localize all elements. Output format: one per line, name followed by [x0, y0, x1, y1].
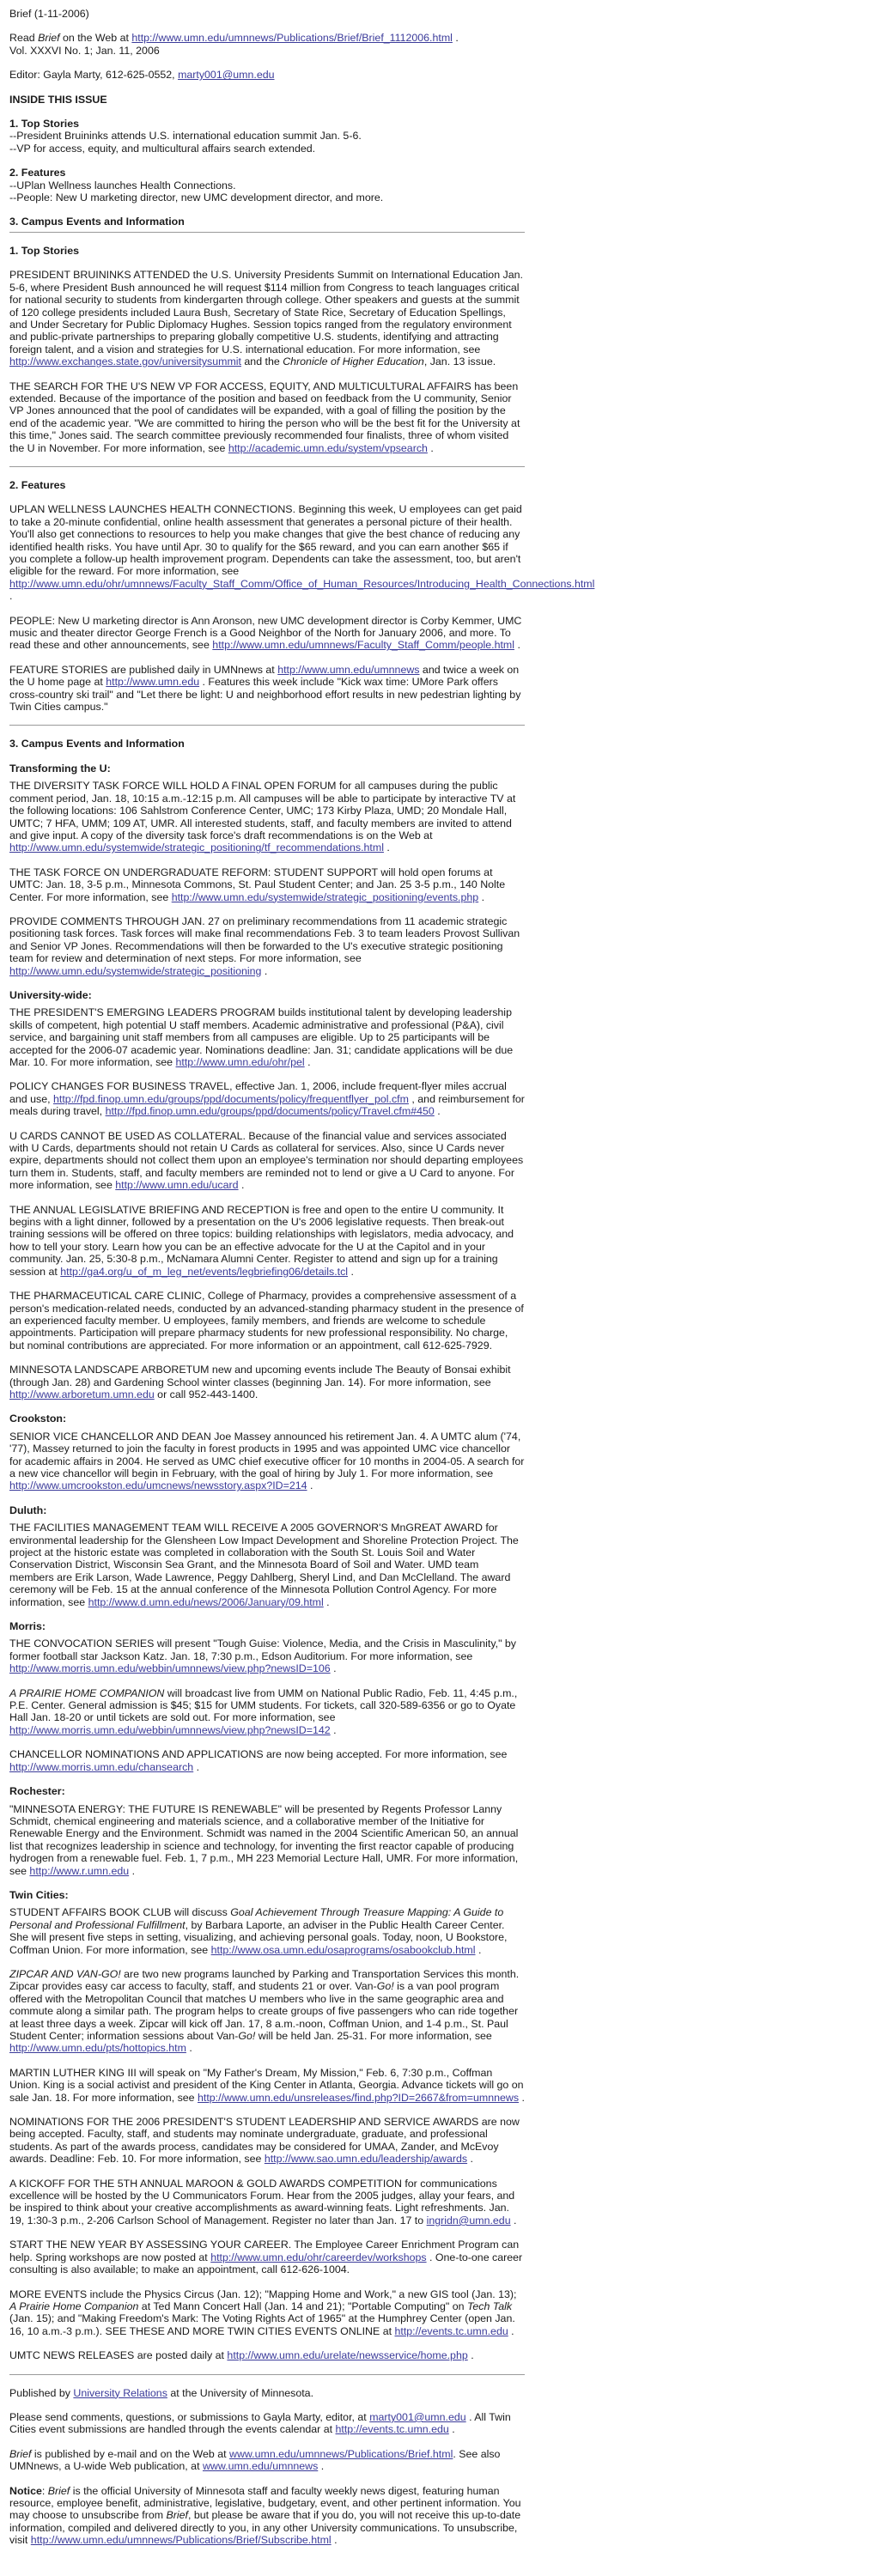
umnnews-footer-link[interactable]: www.umn.edu/umnnews	[202, 2460, 319, 2473]
newsletter-title: Brief (1-11-2006)	[9, 8, 89, 20]
story-health-connections: UPLAN WELLNESS LAUNCHES HEALTH CONNECTIONS. Beginning this week, U employees can get paid to take a 20-minute confidential, online health assessment that generates a personal picture of their health. You'll also get connections to resources to help you make changes that give the best chance of reducing any identified health risks. You have until Apr. 30 to qualify for the $65 reward, and you can earn another $65 if you complete a follow-up health improvement program. Dependents can take the assessment, too, but aren't eligible for the reward. For more information, see http://www.umn.edu/ohr/umnnews/Faculty_Staff_Comm/Office_of_Human_Resources/Introducing_Health_Connections.html .	[9, 503, 595, 603]
university-wide-heading: University-wide:	[9, 988, 92, 1001]
story-legislative-briefing: THE ANNUAL LEGISLATIVE BRIEFING AND RECEPTION is free and open to the entire U community. It begins with a light dinner, followed by a presentation on the U's 2006 legislative requests. Then break-out training sessions will be offered on three topics: building relationships with legislators, media advocacy, and how to tell your story. Learn how you can be an effective advocate for the U at the Capitol and in your community. Jan. 25, 5:30-8 p.m., McNamara Alumni Center. Register to attend and sign up for a training session at http://ga4.org/u_of_m_leg_net/events/legbriefing06/details.tcl .	[9, 1203, 514, 1278]
story-u-cards: U CARDS CANNOT BE USED AS COLLATERAL. Because of the financial value and services associated with U Cards, departments should not retain U Cards as collateral for services. Also, since U Cards never expire, departments should not collect them upon an employee's termination nor should departing employees turn them in. Students, staff, and faculty members are reminded not to lend or give a U Card to anyone. For more information, see http://www.umn.edu/ucard .	[9, 1129, 524, 1192]
ingridn-email-link[interactable]: ingridn@umn.edu	[426, 2214, 511, 2227]
health-connections-link[interactable]: http://www.umn.edu/ohr/umnnews/Faculty_Staff_Comm/Office_of_Human_Resources/Introducing_Health_Connections.html	[9, 577, 595, 590]
duluth-heading: Duluth:	[9, 1504, 47, 1516]
story-people: PEOPLE: New U marketing director is Ann Aronson, new UMC development director is Corby Kemmer, UMC music and theater director George French is a Good Neighbor of the North for January 2006, and more. To read these and other announcements, see http://www.umn.edu/umnnews/Faculty_Staff_Comm/people.html .	[9, 614, 522, 652]
story-career: START THE NEW YEAR BY ASSESSING YOUR CAREER. The Employee Career Enrichment Program can help. Spring workshops are now posted at http://www.umn.edu/ohr/careerdev/workshops . One-to-one career consulting is also available; to make an appointment, call 612-626-1004.	[9, 2239, 523, 2276]
story-news-releases: UMTC NEWS RELEASES are posted daily at http://www.umn.edu/urelate/newsservice/home.php .	[9, 2349, 474, 2362]
published-by: Published by University Relations at the University of Minnesota.	[9, 2386, 314, 2399]
story-leadership-awards: NOMINATIONS FOR THE 2006 PRESIDENT'S STUDENT LEADERSHIP AND SERVICE AWARDS are now being accepted. Faculty, staff, and students may nominate undergraduate, graduate, and professional students. As part of the awards process, candidates may be considered for UMAA, Zander, and McEvoy awards. Deadline: Feb. 10. For more information, see http://www.sao.umn.edu/leadership/awards .	[9, 2116, 520, 2166]
frequentflyer-link[interactable]: http://fpd.finop.umn.edu/groups/ppd/documents/policy/frequentflyer_pol.cfm	[52, 1092, 409, 1105]
brief-publication-link[interactable]: www.umn.edu/umnnews/Publications/Brief.html	[229, 2447, 453, 2460]
arboretum-link[interactable]: http://www.arboretum.umn.edu	[9, 1388, 155, 1400]
story-chancellor-search: CHANCELLOR NOMINATIONS AND APPLICATIONS are now being accepted. For more information, see http://www.morris.umn.edu/chansearch .	[9, 1748, 508, 1773]
unsubscribe-notice: Notice: Brief is the official University of Minnesota staff and faculty weekly news digest, featuring human resource, employee benefit, administrative, legislative, budgetary, event, and other pertinent information. You may choose to unsubscribe from Brief, but please be aware that if you do, you will not receive this up-to-date information, compiled and delivered directly to you, in any other University communications. To unsubscribe, visit http://www.umn.edu/umnnews/Publications/Brief/Subscribe.html .	[9, 2484, 521, 2547]
tf-recommendations-link[interactable]: http://www.umn.edu/systemwide/strategic_positioning/tf_recommendations.html	[9, 841, 384, 854]
toc-item: --President Bruininks attends U.S. international education summit Jan. 5-6.	[9, 130, 362, 143]
editor-line: Editor: Gayla Marty, 612-625-0552, marty001@umn.edu	[9, 69, 275, 82]
story-diversity-forum: THE DIVERSITY TASK FORCE WILL HOLD A FINAL OPEN FORUM for all campuses during the public comment period, Jan. 18, 10:15 a.m.-12:15 p.m. All campuses will be able to participate by interactive TV at the following locations: 106 Sahlstrom Conference Center, UMC; 173 Kirby Plaza, UMD; 20 Mondale Hall, UMTC; 7 HFA, UMM; 109 AT, UMR. All interested students, staff, and faculty members are invited to attend and give input. A copy of the diversity task force's draft recommendations is on the Web at http://www.umn.edu/systemwide/strategic_positioning/tf_recommendations.html .	[9, 780, 516, 854]
summit-link[interactable]: http://www.exchanges.state.gov/universitysummit	[9, 355, 241, 368]
story-convocation: THE CONVOCATION SERIES will present "Tough Guise: Violence, Media, and the Crisis in Masculinity," by former football star Jackson Katz. Jan. 18, 7:30 p.m., Edson Auditorium. For more information, see http://www.morris.umn.edu/webbin/umnnews/view.php?newsID=106 .	[9, 1637, 516, 1675]
story-maroon-gold: A KICKOFF FOR THE 5TH ANNUAL MAROON & GOLD AWARDS COMPETITION for communications excellence will be hosted by the U Communicators Forum. Hear from the 2005 judges, allay your fears, and be inspired to think about your creative accomplishments as award-winning feats. Light refreshments. Jan. 19, 1:30-3 p.m., 2-206 Carlson School of Management. Register no later than Jan. 17 to ingridn@umn.edu .	[9, 2177, 517, 2227]
story-mlk: MARTIN LUTHER KING III will speak on "My Father's Dream, My Mission," Feb. 6, 7:30 p.m., Coffman Union. King is a social activist and president of the King Center in Atlanta, Georgia. Advance tickets will go on sale Jan. 18. For more information, see http://www.umn.edu/unsreleases/find.php?ID=2667&from=umnnews .	[9, 2066, 525, 2104]
chansearch-link[interactable]: http://www.morris.umn.edu/chansearch	[9, 1760, 194, 1773]
story-summit: PRESIDENT BRUININKS ATTENDED the U.S. University Presidents Summit on International Education Jan. 5-6, where President Bush announced he will request $114 million from Congress to teach languages critical for national security to students from kindergarten through college. Other speakers and guests at the summit of 120 college presidents included Laura Bush, Secretary of State Rice, Secretary of Education Spellings, and Under Secretary for Public Diplomacy Hughes. Session topics ranged from the regulatory environment and public-private partnerships to preparing globally competitive U.S. students, identifying and attracting foreign talent, and a vision and strategies for U.S. international education. For more information, see http://www.exchanges.state.gov/universitysummit and the Chronicle of Higher Education, Jan. 13 issue.	[9, 269, 523, 368]
editor-email-footer-link[interactable]: marty001@umn.edu	[369, 2410, 466, 2423]
read-on-web-line: Read Brief on the Web at http://www.umn.edu/umnnews/Publications/Brief/Brief_1112006.html .	[9, 32, 459, 45]
vpsearch-link[interactable]: http://academic.umn.edu/system/vpsearch	[228, 441, 428, 454]
strategic-positioning-link[interactable]: http://www.umn.edu/systemwide/strategic_positioning	[9, 964, 262, 977]
legbriefing-link[interactable]: http://ga4.org/u_of_m_leg_net/events/legbriefing06/details.tcl	[60, 1265, 349, 1278]
story-renewable-energy: "MINNESOTA ENERGY: THE FUTURE IS RENEWABLE" will be presented by Regents Professor Lanny Schmidt, chemical engineering and materials science, and a collaborative member of the Initiative for Renewable Energy and the Environment. Schmidt was named in the 2004 Scientific American 50, an annual list that recognizes leadership in science and technology, for inventing the first reactor capable of producing hydrogen from a renewable fuel. Feb. 1, 7 p.m., MH 223 Memorial Lecture Hall, UMR. For more information, see http://www.r.umn.edu .	[9, 1802, 519, 1877]
story-zipcar: ZIPCAR AND VAN-GO! are two new programs launched by Parking and Transportation Services this month. Zipcar provides easy car access to faculty, staff, and students 21 or over. Van-Go! is a van pool program offered with the Metropolitan Council that matches U members who live in the same geographic area and commute along a similar path. The program helps to create groups of five passengers who can ride together at least three days a week. Zipcar will kick off Jan. 17, 8 a.m.-noon, Coffman Union, and 1-4 p.m., St. Paul Student Center; information sessions about Van-Go! will be held Jan. 25-31. For more information, see http://www.umn.edu/pts/hottopics.htm .	[9, 1967, 520, 2055]
travel-policy-link[interactable]: http://fpd.finop.umn.edu/groups/ppd/documents/policy/Travel.cfm#450	[105, 1105, 435, 1118]
umnnews-link[interactable]: http://www.umn.edu/umnnews	[277, 663, 420, 676]
sp-events-link[interactable]: http://www.umn.edu/systemwide/strategic_positioning/events.php	[171, 890, 479, 903]
toc-features-title: 2. Features	[9, 167, 66, 179]
divider	[9, 232, 525, 233]
newsservice-link[interactable]: http://www.umn.edu/urelate/newsservice/home.php	[227, 2349, 468, 2362]
divider	[9, 2374, 525, 2375]
pel-link[interactable]: http://www.umn.edu/ohr/pel	[175, 1056, 305, 1068]
sao-awards-link[interactable]: http://www.sao.umn.edu/leadership/awards	[264, 2153, 468, 2166]
campus-events-heading: 3. Campus Events and Information	[9, 738, 185, 750]
story-pharmaceutical-clinic: THE PHARMACEUTICAL CARE CLINIC, College of Pharmacy, provides a comprehensive assessment of a person's medication-related needs, conducted by an advanced-standing pharmacy student in the presence of an experienced faculty member. U employees, family members, and friends are welcome to schedule appointments. Participation will prepare pharmacy students for new professional responsibility. No charge, but nominal contributions are appreciated. For more information or an appointment, call 612-625-7929.	[9, 1290, 524, 1352]
university-relations-link[interactable]: University Relations	[73, 2386, 167, 2399]
umn-home-link[interactable]: http://www.umn.edu	[106, 676, 200, 689]
transforming-heading: Transforming the U:	[9, 762, 111, 775]
story-prairie-home: A PRAIRIE HOME COMPANION will broadcast live from UMM on National Public Radio, Feb. 11, 4:45 p.m., P.E. Center. General admission is $45; $15 for UMM students. For tickets, call 320-589-6356 or go to Oyate Hall Jan. 18-20 or until tickets are sold out. For more information, see http://www.morris.umn.edu/webbin/umnnews/view.php?newsID=142 .	[9, 1686, 518, 1736]
rochester-heading: Rochester:	[9, 1785, 65, 1798]
toc-item: --UPlan Wellness launches Health Connections.	[9, 179, 236, 191]
ucard-link[interactable]: http://www.umn.edu/ucard	[115, 1179, 239, 1192]
top-stories-heading: 1. Top Stories	[9, 244, 80, 257]
events-footer-link[interactable]: http://events.tc.umn.edu	[335, 2423, 449, 2436]
features-heading: 2. Features	[9, 478, 66, 491]
story-mngreat-award: THE FACILITIES MANAGEMENT TEAM WILL RECEIVE A 2005 GOVERNOR'S MnGREAT AWARD for environmental leadership for the Glensheen Low Impact Development and Shoreline Protection Project. The project at the historic estate was completed in collaboration with the South St. Louis Soil and Water Conservation District, Wisconsin Sea Grant, and the Minnesota Board of Soil and Water. UMD team members are Erik Larson, Wade Lawrence, Peggy Dahlberg, Sheryl Lind, and Dan McClelland. The award ceremony will be Feb. 15 at the annual conference of the Minnesota Pollution Control Agency. For more information, see http://www.d.umn.edu/news/2006/January/09.html .	[9, 1522, 519, 1608]
story-emerging-leaders: THE PRESIDENT'S EMERGING LEADERS PROGRAM builds institutional talent by developing leadership skills of competent, high potential U staff members. Academic administrative and professional (P&A), civil service, and bargaining unit staff members from all campuses are eligible. Up to 25 participants will be accepted for the 2006-07 academic year. Nominations deadline: Jan. 31; candidate applications will be due Mar. 10. For more information, see http://www.umn.edu/ohr/pel .	[9, 1006, 514, 1068]
toc-item: --People: New U marketing director, new UMC development director, and more.	[9, 191, 384, 204]
brief-web-link[interactable]: http://www.umn.edu/umnnews/Publications/Brief/Brief_1112006.html	[131, 32, 453, 45]
umm-news106-link[interactable]: http://www.morris.umn.edu/webbin/umnnews/view.php?newsID=106	[9, 1662, 331, 1675]
comments-note: Please send comments, questions, or submissions to Gayla Marty, editor, at marty001@umn.edu . All Twin Cities event submissions are handled through the events calendar at http://events.tc.umn.edu .	[9, 2410, 511, 2436]
inside-this-issue-heading: INSIDE THIS ISSUE	[9, 93, 107, 106]
subscribe-link[interactable]: http://www.umn.edu/umnnews/Publications/Brief/Subscribe.html	[30, 2534, 332, 2547]
header-meta	[9, 32, 525, 57]
morris-heading: Morris:	[9, 1620, 46, 1633]
osa-bookclub-link[interactable]: http://www.osa.umn.edu/osaprograms/osabookclub.html	[210, 1943, 476, 1956]
career-workshops-link[interactable]: http://www.umn.edu/ohr/careerdev/workshops	[210, 2251, 427, 2263]
uns-release-link[interactable]: http://www.umn.edu/unsreleases/find.php?ID=2667&from=umnnews	[198, 2091, 520, 2104]
story-undergrad-reform: THE TASK FORCE ON UNDERGRADUATE REFORM: STUDENT SUPPORT will hold open forums at UMTC: Jan. 18, 3-5 p.m., Minnesota Commons, St. Paul Student Center; and Jan. 25 3-5 p.m., 140 Nolte Center. For more information, see http://www.umn.edu/systemwide/strategic_positioning/events.php .	[9, 866, 506, 903]
pts-hottopics-link[interactable]: http://www.umn.edu/pts/hottopics.htm	[9, 2042, 186, 2055]
story-vp-search: THE SEARCH FOR THE U'S NEW VP FOR ACCESS, EQUITY, AND MULTICULTURAL AFFAIRS has been extended. Because of the importance of the position and based on feedback from the U community, Senior VP Jones announced that the pool of candidates will be expanded, with a goal of filling the position by the end of the academic year. "We are committed to hiring the person who will be the best fit for the University at this time," Jones said. The search committee previously recommended four finalists, three of whom visited the U in November. For more information, see http://academic.umn.edu/system/vpsearch .	[9, 380, 520, 454]
editor-email-link[interactable]: marty001@umn.edu	[178, 69, 275, 82]
twin-cities-heading: Twin Cities:	[9, 1888, 69, 1901]
story-business-travel: POLICY CHANGES FOR BUSINESS TRAVEL, effective Jan. 1, 2006, include frequent-flyer miles accrual and use, http://fpd.finop.umn.edu/groups/ppd/documents/policy/frequentflyer_pol.cfm , and reimbursement for meals during travel, http://fpd.finop.umn.edu/groups/ppd/documents/policy/Travel.cfm#450 .	[9, 1080, 525, 1118]
toc-section-2	[9, 167, 525, 204]
toc-item: --VP for access, equity, and multicultural affairs search extended.	[9, 142, 316, 155]
umr-link[interactable]: http://www.r.umn.edu	[29, 1864, 130, 1877]
story-massey-retirement: SENIOR VICE CHANCELLOR AND DEAN Joe Massey announced his retirement Jan. 4. A UMTC alum ('74, '77), Massey returned to join the faculty in forest products in 1995 and was appointed UMC vice chancellor for academic affairs in 2004. He served as UMC chief executive officer for 10 months in 2004-05. A search for a new vice chancellor will begin in February, with the goal of hiring by July 1. For more information, see http://www.umcrookston.edu/umcnews/newsstory.aspx?ID=214 .	[9, 1430, 525, 1492]
toc-section-1	[9, 118, 525, 155]
divider	[9, 725, 525, 726]
publication-note: Brief is published by e-mail and on the Web at www.umn.edu/umnnews/Publications/Brief.html. See also UMNnews, a U-wide Web publication, at www.umn.edu/umnnews .	[9, 2447, 501, 2473]
people-link[interactable]: http://www.umn.edu/umnnews/Faculty_Staff_Comm/people.html	[212, 639, 514, 652]
story-feature-stories: FEATURE STORIES are published daily in UMNnews at http://www.umn.edu/umnnews and twice a week on the U home page at http://www.umn.edu . Features this week include "Kick wax time: UMore Park offers cross-country ski trail" and "Let there be light: U and neighborhood effort results in new pedestrian lighting by Twin Cities campus."	[9, 663, 521, 714]
story-more-events: MORE EVENTS include the Physics Circus (Jan. 12); "Mapping Home and Work," a new GIS tool (Jan. 13); A Prairie Home Companion at Ted Mann Concert Hall (Jan. 14 and 21); "Portable Computing" on Tech Talk (Jan. 15); and "Making Freedom's Mark: The Voting Rights Act of 1965" at the Humphrey Center (open Jan. 16, 10 a.m.-3 p.m.). SEE THESE AND MORE TWIN CITIES EVENTS ONLINE at http://events.tc.umn.edu .	[9, 2287, 517, 2337]
crookston-heading: Crookston:	[9, 1413, 67, 1425]
umd-news-link[interactable]: http://www.d.umn.edu/news/2006/January/09.html	[88, 1595, 324, 1608]
toc-top-stories-title: 1. Top Stories	[9, 118, 80, 131]
events-calendar-link[interactable]: http://events.tc.umn.edu	[394, 2324, 508, 2337]
toc-campus-title: 3. Campus Events and Information	[9, 216, 185, 228]
divider	[9, 466, 525, 467]
umc-news-link[interactable]: http://www.umcrookston.edu/umcnews/newsstory.aspx?ID=214	[9, 1479, 307, 1492]
story-book-club: STUDENT AFFAIRS BOOK CLUB will discuss Goal Achievement Through Treasure Mapping: A Guide to Personal and Professional Fulfillment, by Barbara Laporte, an adviser in the Public Health Career Center. She will present five steps in setting, visualizing, and achieving personal goals. Today, noon, U Bookstore, Coffman Union. For more information, see http://www.osa.umn.edu/osaprograms/osabookclub.html .	[9, 1906, 508, 1956]
volume-line: Vol. XXXVI No. 1; Jan. 11, 2006	[9, 44, 160, 57]
umm-news142-link[interactable]: http://www.morris.umn.edu/webbin/umnnews/view.php?newsID=142	[9, 1723, 331, 1736]
story-arboretum: MINNESOTA LANDSCAPE ARBORETUM new and upcoming events include The Beauty of Bonsai exhibit (through Jan. 28) and Gardening School winter classes (beginning Jan. 14). For more information, see http://www.arboretum.umn.edu or call 952-443-1400.	[9, 1364, 511, 1400]
story-provide-comments: PROVIDE COMMENTS THROUGH JAN. 27 on preliminary recommendations from 11 academic strategic positioning task forces. Task forces will make final recommendations Feb. 3 to team leaders Provost Sullivan and Senior VP Jones. Recommendations will then be forwarded to the U's executive strategic positioning team for review and determination of next steps. For more information, see http://www.umn.edu/systemwide/strategic_positioning .	[9, 914, 520, 977]
